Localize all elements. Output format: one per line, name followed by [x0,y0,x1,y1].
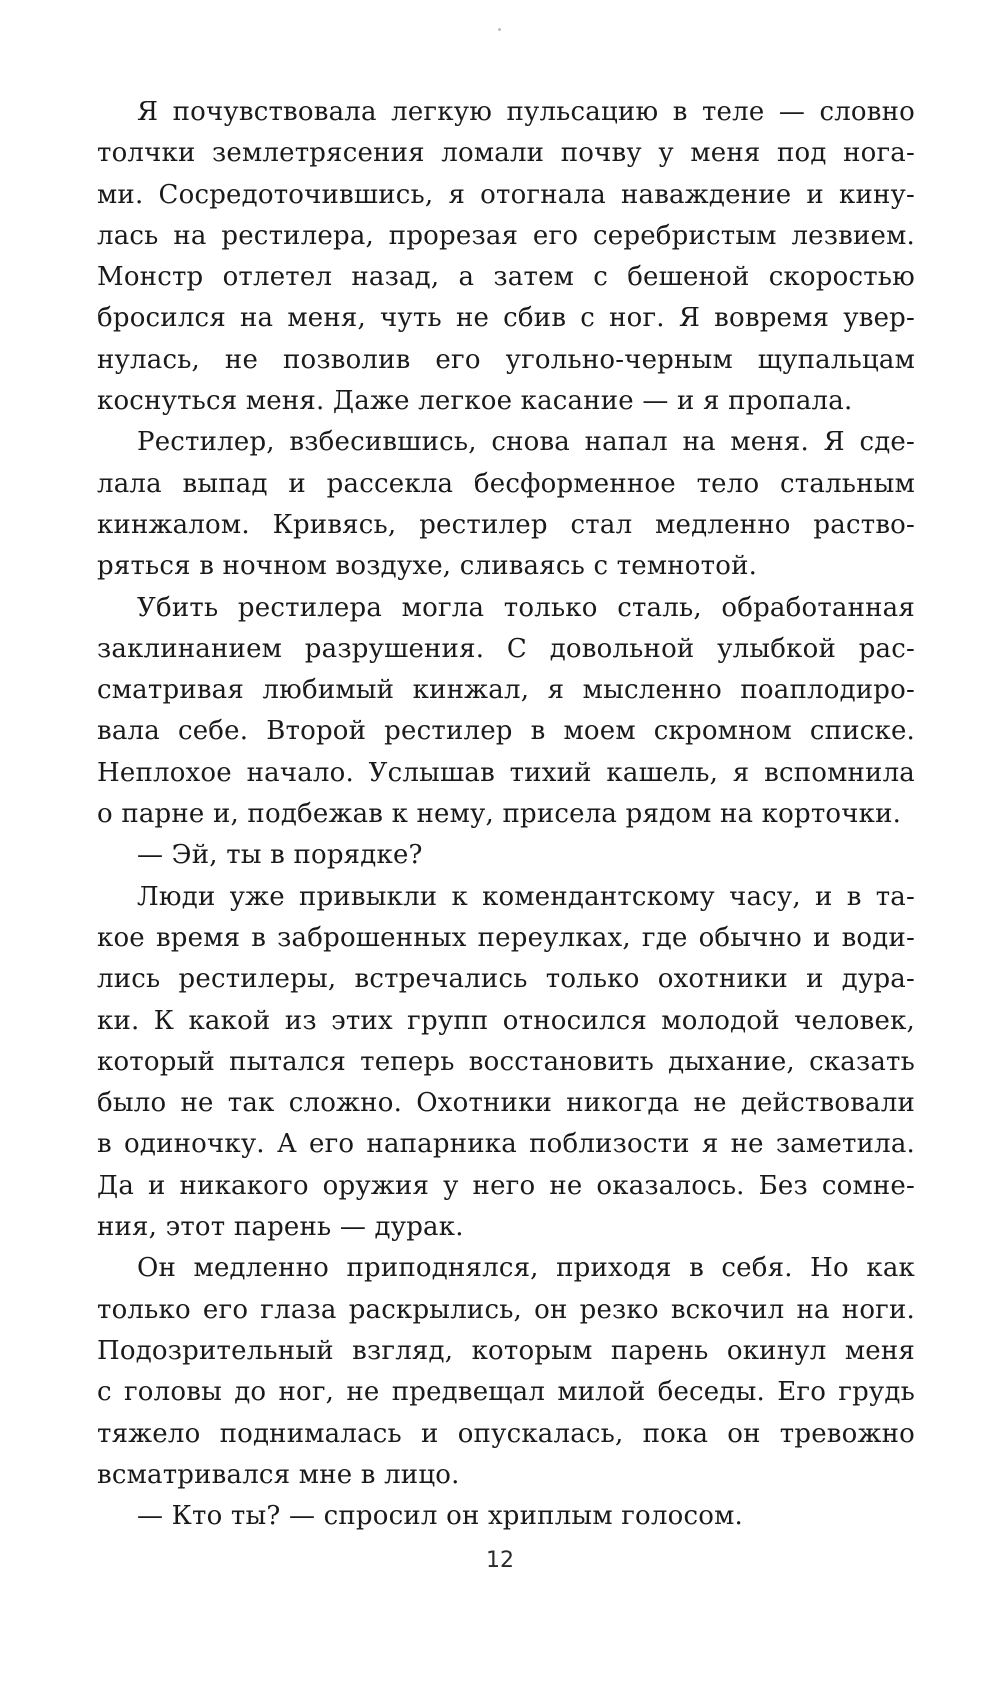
text-line: Подозрительный взгляд, которым парень окинул меня [97,1335,915,1366]
text-line: Неплохое начало. Услышав тихий кашель, я вспомнила [97,757,915,788]
text-line: Убить рестилера могла только сталь, обработанная [137,592,915,623]
text-line: вала себе. Второй рестилер в моем скромном списке. [97,716,915,747]
text-line: — Кто ты? — спросил он хриплым голосом. [137,1501,743,1532]
text-line: толчки землетрясения ломали почву у меня под нога- [97,138,915,169]
text-line: лась на рестилера, прорезая его серебристым лезвием. [97,220,915,251]
text-line: сматривая любимый кинжал, я мысленно поаплодиро- [97,675,915,706]
text-line: Монстр отлетел назад, а затем с бешеной скоростью [97,262,915,293]
text-line: тяжело поднималась и опускалась, пока он тревожно [97,1418,915,1449]
text-line: ки. К какой из этих групп относился молодой человек, [97,1005,915,1036]
page-number: 12 [486,1548,514,1573]
text-line: — Эй, ты в порядке? [137,840,423,871]
text-line: ми. Сосредоточившись, я отогнала наваждение и кину- [97,179,915,210]
text-line: Люди уже привыкли к комендантскому часу, и в та- [137,881,915,912]
text-line: с головы до ног, не предвещал милой беседы. Его грудь [97,1377,915,1408]
paragraph [97,92,915,422]
paragraph [97,1496,915,1537]
text-line: ряться в ночном воздухе, сливаясь с темнотой. [97,551,758,582]
text-line: о парне и, подбежав к нему, присела рядом на корточки. [97,799,902,830]
text-line: заклинанием разрушения. С довольной улыбкой рас- [97,633,915,664]
body-text [97,92,915,1537]
text-line: только его глаза раскрылись, он резко вскочил на ноги. [97,1294,915,1325]
text-line: Да и никакого оружия у него не оказалось. Без сомне- [97,1170,915,1201]
printer-mark [498,28,501,31]
text-line: коснуться меня. Даже легкое касание — и я пропала. [97,386,853,417]
text-line: в одиночку. А его напарника поблизости я не заметила. [97,1129,915,1160]
text-line: нулась, не позволив его угольно-черным щупальцам [97,344,915,375]
text-line: лала выпад и рассекла бесформенное тело стальным [97,468,915,499]
text-line: кинжалом. Кривясь, рестилер стал медленно раство- [97,509,915,540]
text-line: ния, этот парень — дурак. [97,1212,464,1243]
paragraph [97,877,915,1249]
text-line: лись рестилеры, встречались только охотники и дура- [97,964,915,995]
text-line: бросился на меня, чуть не сбив с ног. Я вовремя увер- [97,303,915,334]
text-line: кое время в заброшенных переулках, где обычно и води- [97,922,915,953]
text-line: всматривался мне в лицо. [97,1459,460,1490]
text-line: Он медленно приподнялся, приходя в себя. Но как [137,1253,915,1284]
text-line: Я почувствовала легкую пульсацию в теле — словно [137,97,915,127]
paragraph [97,422,915,587]
text-line: было не так сложно. Охотники никогда не действовали [97,1088,915,1119]
paragraph [97,1248,915,1496]
text-line: который пытался теперь восстановить дыхание, сказать [97,1046,915,1077]
paragraph [97,588,915,836]
text-line: Рестилер, взбесившись, снова напал на меня. Я сде- [137,427,915,458]
paragraph [97,835,915,876]
